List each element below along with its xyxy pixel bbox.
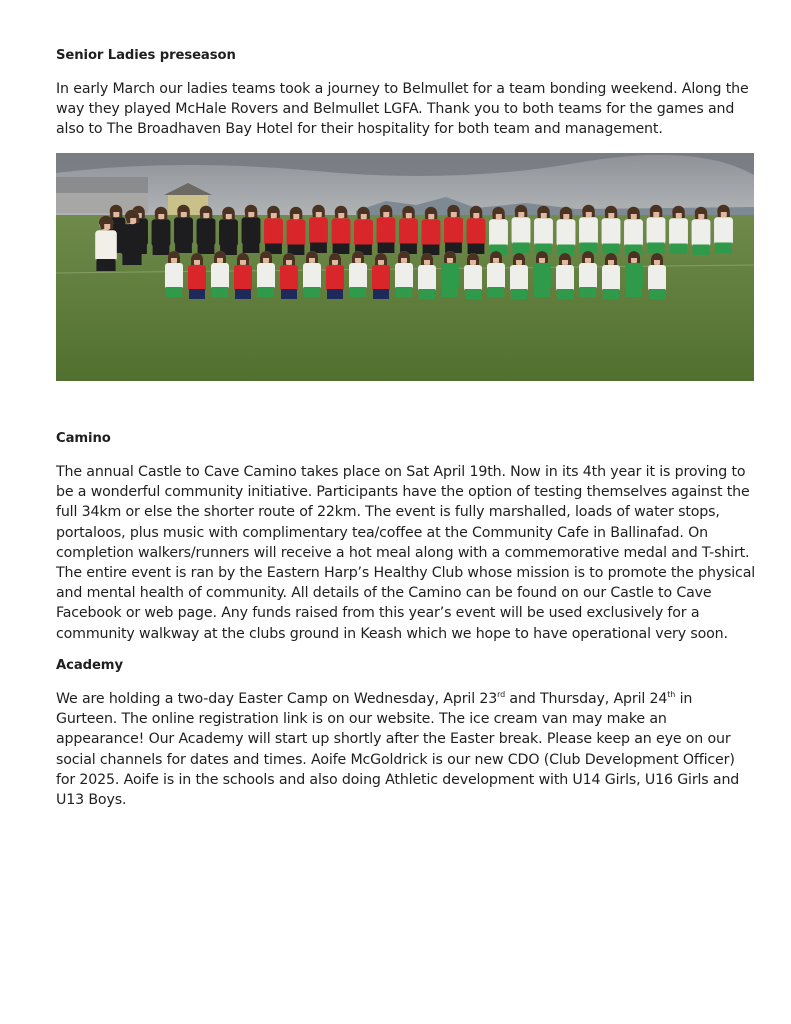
section-body-camino: The annual Castle to Cave Camino takes place on Sat April 19th. Now in its 4th year it is proving to be a wonderful community initiative. Participants have the option of testing themselves against the full 34km or else the shorter route of 22km. The event is fully marshalled, loads of water stops, portaloos, plus music with complimentary tea/coffee at the Community Cafe in Ballinafad. On completion walkers/runners will receive a hot meal along with a commemorative medal and T-shirt. The entire event is ran by the Eastern Harp’s Healthy Club whose mission is to promote the physical and mental health of community. All details of the Camino can be found on our Castle to Cave Facebook or web page. Any funds raised from this year’s event will be used exclusively for a community walkway at the clubs ground in Keash which we hope to have operational very soon. (56, 464, 756, 642)
academy-text-part-2: and Thursday, April 24 (505, 691, 668, 707)
academy-text-part-1: We are holding a two-day Easter Camp on Wednesday, April 23 (56, 691, 498, 707)
section-heading-academy: Academy (56, 658, 123, 673)
academy-superscript-th: th (667, 690, 676, 699)
section-heading-camino: Camino (56, 431, 111, 446)
section-body-senior-ladies: In early March our ladies teams took a journey to Belmullet for a team bonding weekend. Along the way they played McHale Rovers and Belmullet LGFA. Thank you to both teams for the games and also to The Broadhaven Bay Hotel for their hospitality for both team and management. (56, 81, 749, 138)
academy-superscript-rd: rd (497, 690, 506, 699)
academy-text-part-3: in Gurteen. The online registration link is on our website. The ice cream van may make an appearance! Our Academy will start up shortly after the Easter break. Please keep an eye on our social channels for dates and times. Aoife McGoldrick is our new CDO (Club Development Officer) for 2025. Aoife is in the schools and also doing Athletic development with U14 Girls, U16 Girls and U13 Boys. (56, 691, 740, 809)
team-photo-image (56, 153, 754, 381)
section-heading-senior-ladies: Senior Ladies preseason (56, 48, 236, 63)
section-body-academy (56, 689, 756, 810)
team-photo (56, 153, 754, 381)
